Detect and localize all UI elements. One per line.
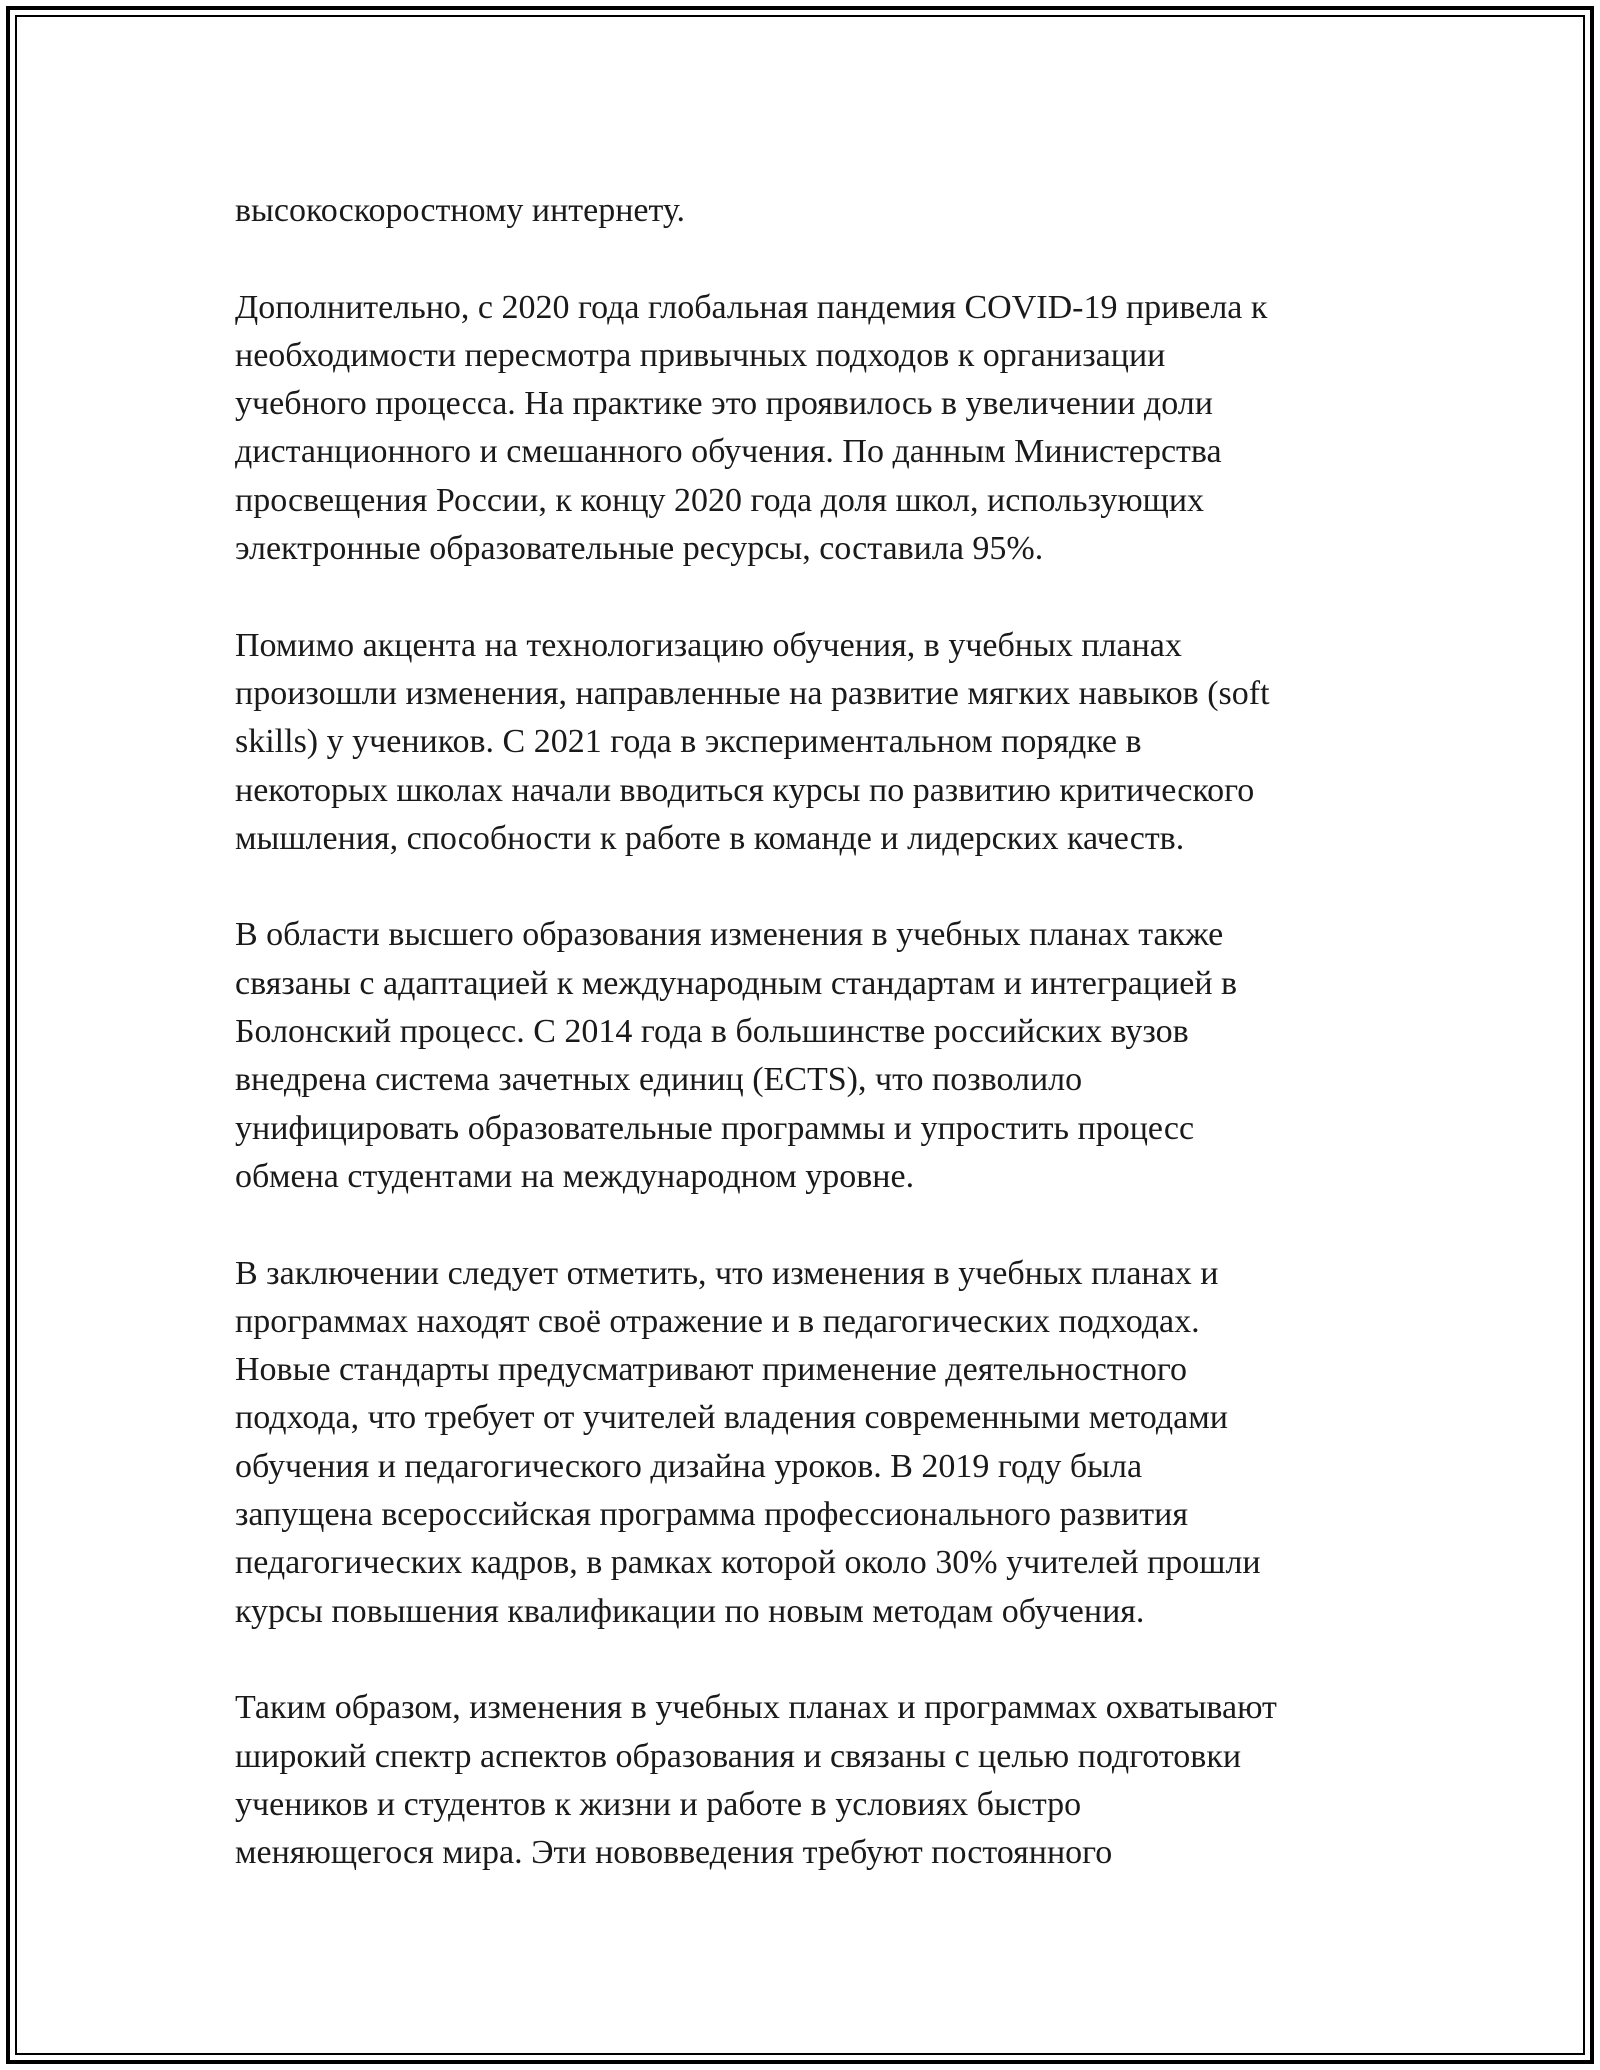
text-line: В области высшего образования изменения в учебных планах также xyxy=(235,916,1224,954)
text-line: педагогических кадров, в рамках которой около 30% учителей прошли xyxy=(235,1544,1261,1582)
text-line: некоторых школах начали вводиться курсы по развитию критического xyxy=(235,771,1255,809)
text-line: подхода, что требует от учителей владения современными методами xyxy=(235,1399,1228,1437)
paragraph-2 xyxy=(235,284,1425,574)
text-line: меняющегося мира. Эти нововведения требуют постоянного xyxy=(235,1834,1113,1872)
text-line: внедрена система зачетных единиц (ECTS), что позволило xyxy=(235,1061,1083,1099)
text-line: Помимо акцента на технологизацию обучения, в учебных планах xyxy=(235,626,1182,664)
text-line: Дополнительно, с 2020 года глобальная пандемия COVID-19 привела к xyxy=(235,288,1268,326)
text-line: В заключении следует отметить, что изменения в учебных планах и xyxy=(235,1254,1219,1292)
text-line: необходимости пересмотра привычных подходов к организации xyxy=(235,336,1166,374)
paragraph-6 xyxy=(235,1684,1425,1877)
paragraph-5 xyxy=(235,1250,1425,1636)
text-line: Таким образом, изменения в учебных планах и программах охватывают xyxy=(235,1689,1277,1727)
text-line: Болонский процесс. С 2014 года в большинстве российских вузов xyxy=(235,1013,1189,1051)
text-line: обучения и педагогического дизайна уроков. В 2019 году была xyxy=(235,1447,1143,1485)
text-line: учеников и студентов к жизни и работе в условиях быстро xyxy=(235,1785,1082,1823)
text-line: запущена всероссийская программа профессионального развития xyxy=(235,1496,1188,1534)
text-line: курсы повышения квалификации по новым методам обучения. xyxy=(235,1592,1145,1630)
text-line: электронные образовательные ресурсы, составила 95%. xyxy=(235,530,1044,568)
text-line: унифицировать образовательные программы и упростить процесс xyxy=(235,1109,1195,1147)
text-line: учебного процесса. На практике это проявилось в увеличении доли xyxy=(235,385,1213,423)
text-line: Новые стандарты предусматривают применение деятельностного xyxy=(235,1351,1188,1389)
text-line: произошли изменения, направленные на развитие мягких навыков (soft xyxy=(235,674,1270,712)
text-line: программах находят своё отражение и в педагогических подходах. xyxy=(235,1302,1200,1340)
text-line: мышления, способности к работе в команде и лидерских качеств. xyxy=(235,819,1185,857)
text-line: обмена студентами на международном уровне. xyxy=(235,1157,915,1195)
text-line: дистанционного и смешанного обучения. По данным Министерства xyxy=(235,433,1222,471)
text-line: просвещения России, к концу 2020 года доля школ, использующих xyxy=(235,481,1205,519)
text-line: связаны с адаптацией к международным стандартам и интеграцией в xyxy=(235,964,1238,1002)
paragraph-1 xyxy=(235,187,1425,235)
paragraph-4 xyxy=(235,911,1425,1201)
text-line: skills) у учеников. С 2021 года в экспериментальном порядке в xyxy=(235,723,1142,761)
document-body xyxy=(235,187,1425,1926)
text-line: высокоскоростному интернету. xyxy=(235,192,686,229)
text-line: широкий спектр аспектов образования и связаны с целью подготовки xyxy=(235,1737,1242,1775)
paragraph-3 xyxy=(235,622,1425,863)
